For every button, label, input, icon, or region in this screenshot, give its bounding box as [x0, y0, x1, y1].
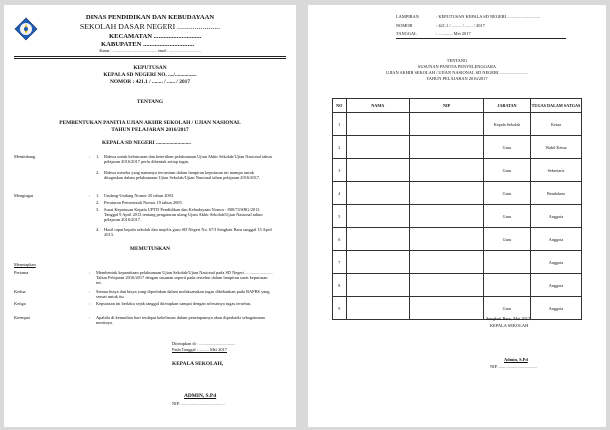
cell-no: 3	[333, 159, 347, 182]
school-name-heading: SEKOLAH DASAR NEGERI ......................	[79, 22, 221, 31]
committee-table	[332, 98, 582, 320]
kepala-sd-line: KEPALA SD NEGERI NO. ..../................	[103, 72, 197, 78]
signatory-name: Admin, S.Pd	[504, 357, 528, 362]
dinas-heading: DINAS PENDIDIKAN DAN KEBUDAYAAN	[85, 14, 215, 21]
clause-label-pertama: Pertama	[14, 270, 29, 275]
header-jabatan: JABATAN	[484, 99, 531, 113]
cell-no: 6	[333, 228, 347, 251]
colon: :	[89, 289, 91, 294]
clause-text-keempat: Apabila di kemudian hari terdapat kekeliruan dalam penetapannya akan diperbaiki sebagaimana mestinya.	[96, 315, 265, 325]
cell-no: 2	[333, 136, 347, 159]
cell-tugas: Sekretaris	[530, 159, 581, 182]
cell-tugas: Anggota	[530, 251, 581, 274]
clause-text-pertama: Membentuk kepanitiaan pelaksanaan Ujian Sekolah/Ujian Nasional pada SD Negeri ......................... Tahun Pelajaran 2016/2017 dengan susunan seperti pada tersebut dalam lampiran surat keputusan ini.	[96, 270, 273, 285]
cell-nip	[410, 251, 484, 274]
kepala-sekolah-title: KEPALA SEKOLAH,	[172, 361, 224, 367]
cell-nip	[410, 136, 484, 159]
cell-no: 7	[333, 251, 347, 274]
colon: :	[89, 154, 91, 159]
table-row	[333, 228, 582, 251]
pada-tanggal: Pada Tanggal : ......... Mei 2017	[172, 347, 227, 352]
lampiran-underline	[396, 38, 566, 39]
cell-jabatan: Guru	[484, 297, 531, 320]
colon: :	[89, 301, 91, 306]
mengingat-text-4: Hasil rapat kepala sekolah dan majelis guru SD Negeri No. 67/I Sengkati Baru tanggal 15 April 2013.	[104, 227, 272, 237]
cell-nip	[410, 274, 484, 297]
mengingat-text-2: Peraturan Pemerintah Nomor 19 tahun 2005.	[104, 200, 183, 205]
cell-nama	[346, 205, 410, 228]
nomor-value: : 421.1 / ......... / ....... / 2017	[436, 23, 485, 28]
cell-nip	[410, 297, 484, 320]
cell-jabatan: Guru	[484, 205, 531, 228]
ditetapkan-di: Ditetapkan di : .................................	[172, 341, 236, 346]
table-row	[333, 159, 582, 182]
kepala-sekolah-title: KEPALA SEKOLAH	[490, 323, 529, 328]
clause-label-ketiga: Ketiga	[14, 301, 26, 306]
table-row	[333, 205, 582, 228]
cell-no: 4	[333, 182, 347, 205]
title-line-1: SUSUNAN PANITIA PENYELENGGARA	[417, 64, 497, 69]
signatory-nip: NIP. ........................................	[172, 401, 225, 406]
cell-nama	[346, 136, 410, 159]
cell-jabatan: Guru	[484, 182, 531, 205]
cell-no: 9	[333, 297, 347, 320]
colon: :	[89, 270, 91, 275]
letterhead-divider	[14, 56, 286, 57]
menimbang-label: Menimbang	[14, 154, 36, 159]
mengingat-num-1: 1.	[96, 193, 100, 198]
decree-page	[4, 5, 296, 427]
kepala-sd-heading: KEPALA SD NEGERI ..........................	[102, 140, 192, 146]
cell-jabatan: Guru	[484, 136, 531, 159]
mengingat-num-4: 4.	[96, 227, 100, 232]
signatory-name: ADMIN, S.Pd	[184, 393, 217, 399]
header-nip: NIP	[410, 99, 484, 113]
lampiran-value: : KEPUTUSAN KEPALA SD NEGERI ..............................	[436, 14, 541, 19]
mengingat-text-3: Surat Keputusan Kepala UPTD Pendidikan dan Kebudayaan Nomor : 800/73/SRG/2013 Tanggal 9 April 2013 tentang pengaturan ulang Ujian Akhir Sekolah/Ujian Nasional tahun pelajaran 2016/2017.	[104, 207, 263, 222]
cell-nama	[346, 182, 410, 205]
table-row	[333, 113, 582, 136]
mengingat-text-1: Undang-Undang Nomor 20 tahun 2003.	[104, 193, 175, 198]
kabupaten-heading: KABUPATEN ...............................	[101, 41, 195, 48]
mengingat-num-3: 3.	[96, 207, 100, 212]
cell-no: 5	[333, 205, 347, 228]
cell-nip	[410, 159, 484, 182]
header-tugas: TUGAS DALAM SATGAS	[530, 99, 581, 113]
clause-text-ketiga: Keputusan ini berlaku sejak tanggal ditetapkan sampai dengan selesainya tugas tersebut.	[96, 301, 252, 306]
cell-jabatan: Guru	[484, 159, 531, 182]
cell-jabatan	[484, 251, 531, 274]
tentang-heading: TENTANG	[136, 99, 164, 105]
cell-no: 1	[333, 113, 347, 136]
mengingat-label: Mengingat	[14, 193, 34, 198]
memutuskan-heading: MEMUTUSKAN	[129, 246, 171, 252]
colon: :	[89, 193, 91, 198]
cell-tugas: Wakil Ketua	[530, 136, 581, 159]
menimbang-text-1: Bahwa untuk kelancaran dan ketertiban pelaksanaan Ujian Akhir Sekolah/Ujian Nasional tahun pelajaran 2016/2017 perlu dibentuk setiap tugas.	[104, 154, 272, 164]
table-row	[333, 251, 582, 274]
cell-jabatan: Kepala Sekolah	[484, 113, 531, 136]
decree-number: NOMOR : 421.1 / ........ / ...... / 2017	[109, 79, 191, 85]
colon: :	[89, 315, 91, 320]
cell-tugas: Anggota	[530, 297, 581, 320]
table-row	[333, 182, 582, 205]
cell-tugas: Anggota	[530, 228, 581, 251]
lampiran-label: LAMPIRAN	[396, 14, 419, 19]
cell-nip	[410, 113, 484, 136]
address-line: Alamat : .................................................. email : ....................................	[98, 49, 202, 53]
cell-no: 8	[333, 274, 347, 297]
header-nama: NAMA	[346, 99, 410, 113]
menimbang-text-2: Bahwa mereka yang namanya tercantum dalam lampiran keputusan ini mampu untuk ditugaskan dalam pelaksanaan Ujian Sekolah/Ujian Nasional tahun pelajaran 2016/2017.	[104, 170, 261, 180]
title-line-3: TAHUN PELAJARAN 2016/2017	[426, 76, 488, 81]
cell-nama	[346, 113, 410, 136]
attachment-page	[308, 5, 606, 427]
menimbang-num-2: 2.	[96, 170, 100, 175]
cell-nama	[346, 251, 410, 274]
cell-jabatan: Guru	[484, 228, 531, 251]
keputusan-heading: KEPUTUSAN	[133, 65, 167, 71]
kecamatan-heading: KECAMATAN .............................	[109, 33, 202, 40]
cell-tugas: Ketua	[530, 113, 581, 136]
cell-nama	[346, 274, 410, 297]
letterhead-divider-thin	[14, 58, 286, 59]
title-line-2: UJIAN AKHIR SEKOLAH / UJIAN NASIONAL SD NEGERI ..........................	[385, 70, 529, 75]
tanggal-label: TANGGAL	[396, 31, 417, 36]
tentang-heading: TENTANG	[446, 58, 468, 63]
cell-nip	[410, 182, 484, 205]
cell-tugas: Anggota	[530, 205, 581, 228]
cell-nip	[410, 205, 484, 228]
table-row	[333, 136, 582, 159]
table-row	[333, 297, 582, 320]
clause-label-keempat: Keempat	[14, 315, 30, 320]
cell-jabatan	[484, 274, 531, 297]
cell-tugas: Anggota	[530, 274, 581, 297]
subject-line-2: TAHUN PELAJARAN 2016/2017	[111, 127, 189, 133]
cell-tugas: Bendahara	[530, 182, 581, 205]
place-date: Sengkati Baru, Mei 2017	[486, 316, 531, 321]
menetapkan-label: Menetapkan	[14, 262, 36, 267]
tanggal-value: : ............. Mei 2017	[436, 31, 471, 36]
cell-nip	[410, 228, 484, 251]
cell-nama	[346, 228, 410, 251]
table-row	[333, 274, 582, 297]
signatory-nip: NIP. ...................................	[490, 364, 538, 369]
menimbang-num-1: 1.	[96, 154, 100, 159]
clause-text-kedua: Semua biaya dan biaya yang diperlukan dalam melaksanakan tugas dibebankan pada RAPBS yang sesuai untuk itu.	[96, 289, 270, 299]
header-no: NO	[333, 99, 347, 113]
cell-nama	[346, 297, 410, 320]
nomor-label: NOMOR	[396, 23, 413, 28]
cell-nama	[346, 159, 410, 182]
clause-label-kedua: Kedua	[14, 289, 26, 294]
subject-line-1: PEMBENTUKAN PANITIA UJIAN AKHIR SEKOLAH / UJIAN NASIONAL	[59, 120, 241, 126]
table-header-row	[333, 99, 582, 113]
mengingat-num-2: 2.	[96, 200, 100, 205]
